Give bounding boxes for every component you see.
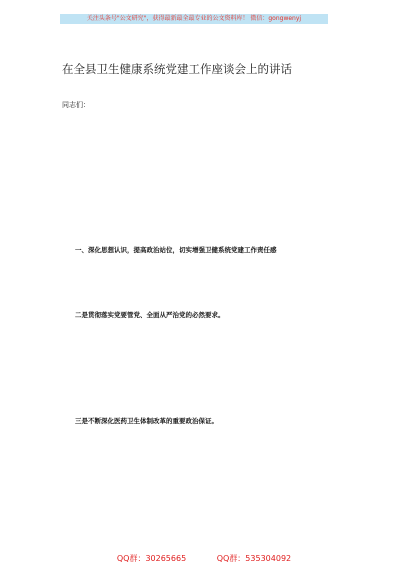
header-note: 关注头条号"公文研究"，获得最新最全最专业的公文资料库！ 微信：gongwenyj — [60, 14, 328, 24]
paragraph-opening — [62, 113, 354, 153]
section-heading-2: 二是贯彻落实党要管党、全面从严治党的必然要求。 — [75, 311, 225, 319]
section-heading-3: 三是不断深化医药卫生体制改革的重要政治保证。 — [75, 417, 218, 425]
paragraph-section-3b — [62, 479, 354, 549]
paragraph-section-2 — [62, 321, 354, 411]
page-title: 在全县卫生健康系统党建工作座谈会上的讲话 — [62, 62, 292, 76]
paragraph-section-1 — [62, 256, 354, 306]
section-heading-1: 一、深化思想认识，提高政治站位，切实增强卫健系统党建工作责任感 — [75, 246, 277, 254]
salutation: 同志们： — [62, 101, 90, 109]
footer-qq-group-2: QQ群：535304092 — [216, 554, 292, 563]
paragraph-background — [62, 156, 354, 236]
footer — [0, 553, 408, 565]
footer-qq-group-1: QQ群：30265665 — [116, 554, 187, 563]
paragraph-section-3 — [62, 427, 354, 477]
